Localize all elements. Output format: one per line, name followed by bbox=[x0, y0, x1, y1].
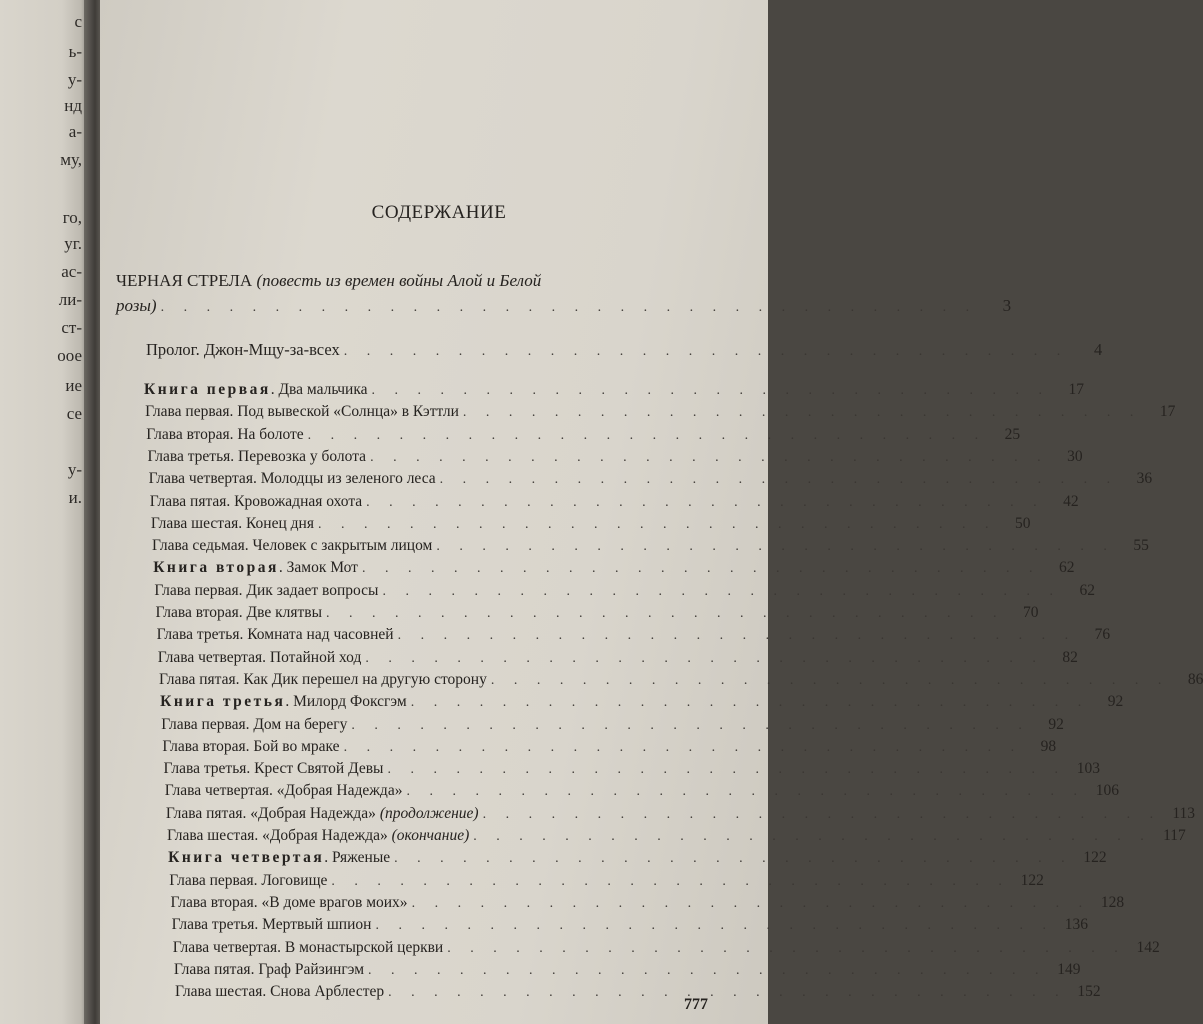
left-page-text-fragment: ие bbox=[65, 376, 82, 395]
left-page-text-fragment: у- bbox=[67, 70, 82, 89]
entry-label bbox=[172, 916, 372, 934]
entry-page: 103 bbox=[1076, 760, 1100, 778]
entry-title: Глава пятая. Как Дик перешел на другую сторону bbox=[158, 670, 487, 688]
entry-label bbox=[164, 760, 384, 778]
left-page-text-fragment: се bbox=[66, 404, 82, 423]
leader-dots: . . . . . . . . . . . . . . . . . . . . . . . . . . . . . . bbox=[394, 851, 1073, 867]
entry-page: 122 bbox=[1020, 871, 1044, 889]
left-page-text-fragment: у- bbox=[67, 460, 82, 479]
entry-title: Глава первая. Дик задает вопросы bbox=[154, 581, 379, 599]
entry-page: 92 bbox=[1048, 715, 1064, 733]
entry-page: 149 bbox=[1057, 960, 1081, 978]
chapter-entry bbox=[145, 403, 1176, 421]
entry-page: 117 bbox=[1163, 827, 1186, 844]
prologue-page: 4 bbox=[1093, 340, 1103, 359]
leader-dots: . . . . . . . . . . . . . . . . . . . . . . . . . . . . . . bbox=[490, 672, 1170, 688]
leader-dots: . . . . . . . . . . . . . . . . . . . . . . . . . . . . . . bbox=[397, 628, 1077, 644]
chapter-entry bbox=[148, 470, 1153, 488]
chapter-entry bbox=[155, 604, 1039, 622]
entry-label bbox=[169, 872, 327, 890]
entry-title: Глава четвертая. Потайной ход bbox=[157, 648, 362, 666]
book-part-title: Книга первая bbox=[144, 381, 271, 398]
entry-page: 17 bbox=[1068, 381, 1085, 398]
entry-page: 50 bbox=[1014, 514, 1031, 532]
previous-page-edge bbox=[0, 0, 88, 1024]
entry-label bbox=[149, 470, 436, 488]
entry-label bbox=[168, 849, 390, 867]
leader-dots: . . . . . . . . . . . . . . . . . . . . . . . . . . . . . . bbox=[406, 784, 1085, 800]
book-part-entry bbox=[168, 849, 1107, 867]
entry-title: Глава шестая. Снова Арблестер bbox=[175, 983, 385, 1001]
entry-page: 136 bbox=[1064, 916, 1088, 934]
leader-dots: . . . . . . . . . . . . . . . . . . . . . . . . . . . . . . bbox=[368, 962, 1047, 978]
chapter-entry bbox=[156, 626, 1111, 644]
entry-title: Глава вторая. «В доме врагов моих» bbox=[170, 893, 408, 911]
entry-label bbox=[150, 493, 362, 511]
leader-dots: . . . . . . . . . . . . . . . . . . . . . . . . . . . . . . bbox=[436, 539, 1115, 555]
entry-label bbox=[160, 693, 407, 711]
chapter-entry bbox=[167, 827, 1186, 845]
chapter-entry bbox=[172, 938, 1160, 957]
entry-page: 128 bbox=[1100, 893, 1125, 911]
chapter-entry bbox=[164, 782, 1119, 800]
entry-title: Глава третья. Комната над часовней bbox=[156, 626, 394, 644]
leader-dots: . . . . . . . . . . . . . . . . . . . . . . . . . . . . . . bbox=[365, 650, 1044, 666]
entry-page: 42 bbox=[1063, 492, 1079, 510]
entry-title: Глава первая. Под вывеской «Солнца» в Кэттли bbox=[145, 403, 459, 421]
work-subtitle-line2: розы) bbox=[116, 296, 157, 315]
work-page: 3 bbox=[1002, 296, 1012, 315]
chapter-entry bbox=[169, 871, 1044, 890]
entry-title: Глава пятая. Граф Райзингэм bbox=[173, 960, 365, 978]
entry-label bbox=[146, 426, 303, 444]
entry-page: 98 bbox=[1040, 737, 1057, 755]
entry-title: Глава шестая. Конец дня bbox=[150, 514, 314, 532]
book-part-title: Книга третья bbox=[160, 693, 286, 711]
leader-dots: . . . . . . . . . . . . . . . . . . . . . . . . . . . . . . bbox=[307, 427, 987, 443]
leader-dots: . . . . . . . . . . . . . . . . . . . . . . . . . . . . . . bbox=[411, 895, 1091, 911]
entry-page: 36 bbox=[1136, 470, 1153, 488]
left-page-text-fragment: ст- bbox=[61, 318, 82, 337]
entry-title: Глава третья. Мертвый шпион bbox=[171, 916, 372, 934]
leader-dots: . . . . . . . . . . . . . . . . . . . . . . . . . . . . . . bbox=[382, 583, 1061, 599]
leader-dots: . . . . . . . . . . . . . . . . . . . . . . . . . . . . . . bbox=[387, 762, 1066, 778]
chapter-entry bbox=[170, 893, 1125, 912]
left-page-text-fragment: и. bbox=[68, 488, 82, 507]
entry-title: Глава седьмая. Человек с закрытым лицом bbox=[152, 537, 433, 555]
left-page-text-fragment: ь- bbox=[68, 42, 82, 61]
entry-label bbox=[173, 939, 443, 957]
left-page-text-fragment: нд bbox=[64, 96, 82, 115]
leader-dots: . . . . . . . . . . . . . . . . . . . . . . . . . . . . . . bbox=[482, 806, 1162, 822]
entry-title: Глава первая. Логовище bbox=[169, 871, 328, 889]
book-part-title: Книга вторая bbox=[153, 559, 279, 577]
entry-label bbox=[162, 738, 339, 756]
left-page-text-fragment: му, bbox=[60, 150, 82, 169]
chapter-entry bbox=[171, 916, 1088, 934]
entry-label bbox=[159, 671, 487, 689]
leader-dots: . . . . . . . . . . . . . . . . . . . . . . . . . . . . . . bbox=[351, 717, 1030, 733]
book-part-title: Книга четвертая bbox=[168, 849, 325, 867]
page-number: 777 bbox=[684, 996, 708, 1013]
entry-page: 122 bbox=[1083, 849, 1107, 867]
book-part-entry bbox=[160, 693, 1124, 711]
entry-label bbox=[147, 448, 366, 466]
chapter-entry bbox=[173, 960, 1081, 979]
leader-dots: . . . . . . . . . . . . . . . . . . . . . . . . . . . . . . bbox=[371, 383, 1051, 398]
left-page-text-fragment: а- bbox=[68, 122, 82, 141]
entry-note: (продолжение) bbox=[379, 804, 479, 822]
work-title: ЧЕРНАЯ СТРЕЛА bbox=[116, 271, 253, 290]
entry-page: 86 bbox=[1187, 670, 1203, 688]
entry-label bbox=[154, 582, 378, 600]
leader-dots: . . . . . . . . . . . . . . . . . . . . . . . . . . . . . . bbox=[366, 494, 1045, 510]
left-page-text-fragment: ас- bbox=[61, 262, 82, 281]
entry-label bbox=[165, 782, 403, 800]
leader-dots: . . . . . . . . . . . . . . . . . . . . . . . . . . . . . . bbox=[439, 472, 1119, 488]
entry-page: 142 bbox=[1136, 938, 1160, 956]
entry-title: Глава вторая. На болоте bbox=[146, 425, 304, 443]
left-page-text-fragment: ли- bbox=[58, 290, 82, 309]
entry-page: 106 bbox=[1095, 782, 1119, 800]
leader-dots: . . . . . . . . . . . . . . . . . . . . . . . . . . . . . . bbox=[375, 918, 1054, 934]
chapter-entry bbox=[163, 760, 1100, 778]
chapter-entry bbox=[165, 804, 1196, 823]
leader-dots: . . . . . . . . . . . . . . . . . . . . . . . . . . . . . . bbox=[317, 516, 997, 532]
entry-page: 152 bbox=[1077, 983, 1101, 1001]
chapter-entry bbox=[152, 537, 1149, 555]
entry-label bbox=[167, 827, 469, 845]
entry-page: 62 bbox=[1058, 559, 1075, 577]
entry-label bbox=[153, 559, 358, 577]
leader-dots: . . . . . . . . . . . . . . . . . . . . . . . . . . . . . . bbox=[410, 695, 1090, 711]
entry-label bbox=[145, 403, 459, 421]
left-page-text-fragment: с bbox=[74, 12, 82, 31]
prologue-label: Пролог. Джон-Мщу-за-всех bbox=[146, 340, 340, 359]
prologue-entry bbox=[146, 340, 1103, 360]
leader-dots: . . . . . . . . . . . . . . . . . . . . . . . . . . . . . . bbox=[370, 449, 1049, 465]
entry-title: Глава шестая. «Добрая Надежда» bbox=[167, 827, 388, 844]
entry-label bbox=[152, 537, 432, 555]
entry-label bbox=[151, 515, 314, 533]
entry-title: Глава пятая. «Добрая Надежда» bbox=[165, 804, 376, 822]
entry-note: (окончание) bbox=[391, 827, 470, 844]
entry-page: 113 bbox=[1172, 804, 1196, 822]
entry-label bbox=[157, 626, 394, 644]
chapter-entry bbox=[149, 492, 1079, 511]
book-part-entry bbox=[144, 381, 1085, 399]
entry-page: 62 bbox=[1079, 581, 1095, 599]
entry-title: . Милорд Фоксгэм bbox=[285, 693, 407, 711]
entry-label bbox=[174, 961, 364, 979]
leader-dots: . . . . . . . . . . . . . . . . . . . . . . . . . . . . . . bbox=[343, 739, 1023, 755]
entry-title: Глава пятая. Кровожадная охота bbox=[149, 492, 363, 510]
entry-label bbox=[144, 381, 368, 399]
entry-title: Глава четвертая. Молодцы из зеленого леса bbox=[148, 470, 436, 488]
entry-page: 55 bbox=[1133, 537, 1149, 555]
entry-page: 25 bbox=[1004, 425, 1021, 443]
work-subtitle-line1: (повесть из времен войны Алой и Белой bbox=[256, 271, 542, 290]
leader-dots: . . . . . . . . . . . . . . . . . . . . . . . . . . . . . . bbox=[388, 985, 1067, 1001]
book-part-entry bbox=[153, 559, 1075, 577]
chapter-entry bbox=[157, 648, 1078, 667]
entry-label bbox=[158, 649, 362, 667]
left-page-text-fragment: оое bbox=[57, 346, 82, 365]
entry-title: Глава вторая. Бой во мраке bbox=[162, 737, 340, 755]
chapter-entry bbox=[161, 715, 1064, 734]
entry-label bbox=[166, 805, 479, 823]
entry-page: 76 bbox=[1094, 626, 1111, 644]
leader-dots: . . . . . . . . . . . . . . . . . . . . . . . . . . . . . . . . bbox=[343, 344, 1069, 359]
entry-page: 17 bbox=[1159, 403, 1176, 421]
entry-label bbox=[170, 894, 407, 912]
entry-label bbox=[161, 716, 347, 734]
left-page-text-fragment: уг. bbox=[64, 234, 82, 253]
entry-title: Глава третья. Крест Святой Девы bbox=[163, 760, 384, 778]
entry-title: Глава вторая. Две клятвы bbox=[155, 604, 322, 621]
entry-page: 70 bbox=[1023, 604, 1039, 621]
page-title: СОДЕРЖАНИЕ bbox=[371, 202, 507, 223]
chapter-entry bbox=[146, 425, 1021, 444]
entry-title: Глава третья. Перевозка у болота bbox=[147, 447, 367, 465]
leader-dots: . . . . . . . . . . . . . . . . . . . . . . . . . . . . . . bbox=[447, 940, 1126, 956]
entry-page: 30 bbox=[1067, 447, 1083, 465]
leader-dots: . . . . . . . . . . . . . . . . . . . . . . . . . . . . . . bbox=[361, 561, 1041, 577]
entry-title: . Замок Мот bbox=[278, 559, 358, 577]
entry-label bbox=[175, 983, 384, 1001]
leader-dots: . . . . . . . . . . . . . . . . . . . . . . . . . . . . . . bbox=[326, 606, 1005, 621]
leader-dots: . . . . . . . . . . . . . . . . . . . . . . . . . . . . . . bbox=[331, 873, 1010, 889]
left-page-text-fragment: го, bbox=[62, 208, 82, 227]
entry-title: Глава четвертая. В монастырской церкви bbox=[172, 938, 444, 956]
chapter-entry bbox=[150, 514, 1031, 533]
chapter-entry bbox=[147, 447, 1083, 466]
leader-dots: . . . . . . . . . . . . . . . . . . . . . . . . . . . . . . bbox=[473, 829, 1152, 844]
entry-page: 92 bbox=[1107, 693, 1124, 711]
chapter-entry bbox=[175, 983, 1101, 1001]
leader-dots: . . . . . . . . . . . . . . . . . . . . . . . . . . . . . . . . . . . . bbox=[160, 300, 978, 315]
entry-title: Глава четвертая. «Добрая Надежда» bbox=[164, 782, 403, 800]
entry-page: 82 bbox=[1062, 648, 1078, 666]
contents-page bbox=[100, 0, 1203, 1024]
entry-title: . Два мальчика bbox=[270, 381, 368, 398]
entry-title: . Ряженые bbox=[324, 849, 391, 867]
chapter-entry bbox=[154, 581, 1095, 600]
chapter-entry bbox=[162, 737, 1057, 756]
main-work-entry bbox=[116, 268, 1012, 320]
chapter-entry bbox=[158, 670, 1203, 689]
leader-dots: . . . . . . . . . . . . . . . . . . . . . . . . . . . . . . bbox=[462, 405, 1142, 421]
entry-label bbox=[156, 604, 323, 622]
entry-title: Глава первая. Дом на берегу bbox=[161, 715, 348, 733]
